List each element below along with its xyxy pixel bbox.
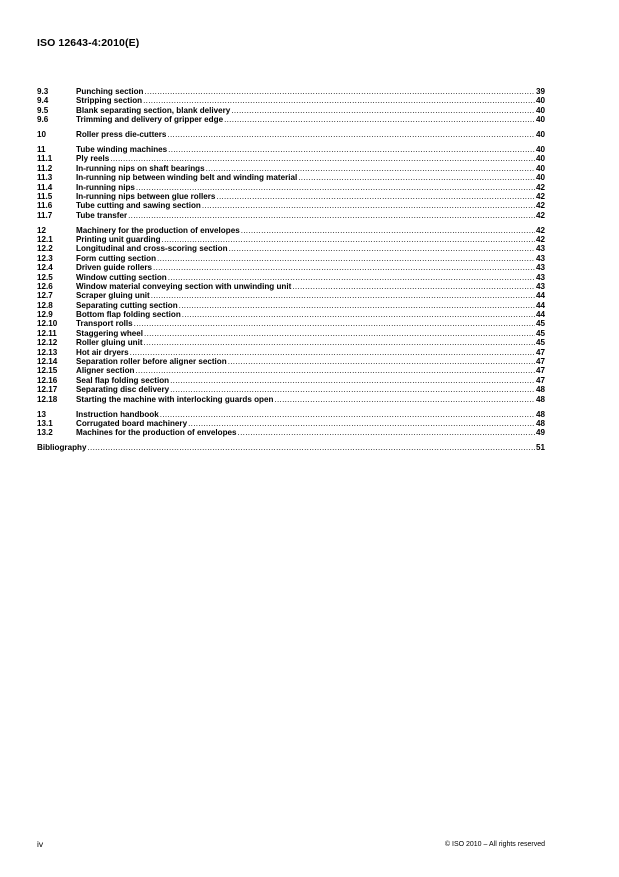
- toc-dot-leader: [168, 145, 535, 154]
- toc-entry-number: 12.16: [37, 375, 58, 385]
- toc-dot-leader: [144, 329, 535, 338]
- table-of-contents: [37, 87, 545, 453]
- toc-dot-leader: [130, 348, 535, 357]
- toc-dot-leader: [168, 273, 535, 282]
- toc-entry[interactable]: [37, 173, 545, 182]
- toc-entry-title: In-running nips on shaft bearings: [76, 163, 205, 173]
- toc-entry[interactable]: [37, 244, 545, 253]
- toc-entry-page: 42: [535, 225, 545, 235]
- toc-dot-leader: [134, 319, 535, 328]
- toc-entry-number: 9.6: [37, 115, 49, 125]
- toc-entry-number: 12.1: [37, 234, 53, 244]
- toc-entry[interactable]: [37, 329, 545, 338]
- toc-entry-title: Starting the machine with interlocking guards open: [76, 394, 274, 404]
- toc-entry[interactable]: [37, 130, 545, 139]
- page-number: iv: [37, 839, 44, 849]
- toc-dot-leader: [231, 106, 535, 115]
- toc-entry-page: 44: [535, 300, 545, 310]
- toc-entry-title: Scraper gluing unit: [76, 291, 150, 301]
- toc-entry[interactable]: [37, 87, 545, 96]
- toc-dot-leader: [87, 443, 535, 452]
- toc-entry[interactable]: [37, 395, 545, 404]
- toc-entry-title: Printing unit guarding: [76, 234, 161, 244]
- toc-entry-number: 12.13: [37, 347, 58, 357]
- toc-dot-leader: [144, 338, 535, 347]
- toc-entry-number: 12.6: [37, 281, 53, 291]
- toc-entry[interactable]: [37, 164, 545, 173]
- toc-entry-page: 40: [535, 96, 545, 106]
- toc-entry[interactable]: [37, 443, 545, 452]
- toc-entry[interactable]: [37, 145, 545, 154]
- toc-entry-number: 11.6: [37, 201, 53, 211]
- toc-entry-page: 40: [535, 173, 545, 183]
- toc-dot-leader: [206, 164, 535, 173]
- toc-entry[interactable]: [37, 115, 545, 124]
- toc-entry-page: 44: [535, 310, 545, 320]
- toc-entry-title: In-running nips: [76, 182, 135, 192]
- toc-entry[interactable]: [37, 201, 545, 210]
- toc-dot-leader: [157, 254, 535, 263]
- toc-entry-title: Aligner section: [76, 366, 135, 376]
- toc-entry-title: Tube transfer: [76, 210, 128, 220]
- toc-entry-page: 44: [535, 291, 545, 301]
- toc-entry-title: Tube cutting and sawing section: [76, 201, 201, 211]
- toc-dot-leader: [229, 244, 535, 253]
- toc-entry[interactable]: [37, 96, 545, 105]
- toc-entry-page: 48: [535, 418, 545, 428]
- toc-entry-page: 43: [535, 253, 545, 263]
- copyright-notice: © ISO 2010 – All rights reserved: [444, 841, 545, 848]
- toc-entry-number: 12.8: [37, 300, 53, 310]
- toc-entry[interactable]: [37, 357, 545, 366]
- toc-entry-page: 48: [535, 394, 545, 404]
- toc-entry[interactable]: [37, 263, 545, 272]
- toc-entry-title: Window material conveying section with unwinding unit: [76, 281, 292, 291]
- toc-entry-number: 12.9: [37, 310, 53, 320]
- toc-entry-page: 51: [535, 443, 545, 453]
- toc-entry-title: Roller gluing unit: [76, 338, 143, 348]
- toc-entry-page: 49: [535, 428, 545, 438]
- toc-entry-number: 11.1: [37, 154, 53, 164]
- toc-entry-title: Window cutting section: [76, 272, 167, 282]
- toc-entry-title: Seal flap folding section: [76, 375, 170, 385]
- toc-entry-title: Roller press die-cutters: [76, 130, 167, 140]
- toc-entry[interactable]: [37, 192, 545, 201]
- toc-entry-number: 12.12: [37, 338, 58, 348]
- toc-entry-page: 42: [535, 234, 545, 244]
- toc-entry[interactable]: [37, 301, 545, 310]
- toc-dot-leader: [216, 192, 535, 201]
- toc-entry-number: 13.1: [37, 418, 53, 428]
- toc-entry-number: 12: [37, 225, 47, 235]
- toc-entry-page: 42: [535, 191, 545, 201]
- toc-entry[interactable]: [37, 211, 545, 220]
- toc-dot-leader: [160, 410, 535, 419]
- toc-entry-title: Separation roller before aligner section: [76, 357, 227, 367]
- toc-entry-page: 47: [535, 347, 545, 357]
- toc-entry-page: 42: [535, 210, 545, 220]
- toc-entry-title: Trimming and delivery of gripper edge: [76, 115, 224, 125]
- toc-entry[interactable]: [37, 366, 545, 375]
- toc-dot-leader: [274, 395, 535, 404]
- toc-dot-leader: [151, 291, 535, 300]
- toc-entry-number: 12.15: [37, 366, 58, 376]
- toc-entry-number: 9.3: [37, 87, 49, 96]
- toc-dot-leader: [188, 419, 535, 428]
- toc-entry[interactable]: [37, 254, 545, 263]
- toc-dot-leader: [238, 428, 535, 437]
- toc-entry-title: Stripping section: [76, 96, 143, 106]
- toc-entry-title: Hot air dryers: [76, 347, 129, 357]
- toc-entry[interactable]: [37, 419, 545, 428]
- toc-entry-number: 11.4: [37, 182, 53, 192]
- toc-entry-number: 12.4: [37, 263, 53, 273]
- toc-entry-page: 40: [535, 105, 545, 115]
- toc-entry-title: Bottom flap folding section: [76, 310, 181, 320]
- toc-entry-title: Separating disc delivery: [76, 385, 170, 395]
- toc-entry-title: Machines for the production of envelopes: [76, 428, 237, 438]
- toc-dot-leader: [162, 235, 535, 244]
- toc-entry[interactable]: [37, 183, 545, 192]
- toc-entry[interactable]: [37, 226, 545, 235]
- toc-dot-leader: [228, 357, 535, 366]
- toc-entry-number: 11.2: [37, 163, 53, 173]
- toc-entry-number: 11.3: [37, 173, 53, 183]
- toc-entry-page: 43: [535, 272, 545, 282]
- toc-entry[interactable]: [37, 273, 545, 282]
- toc-entry-title: Form cutting section: [76, 253, 157, 263]
- toc-entry[interactable]: [37, 319, 545, 328]
- toc-entry-title: In-running nips between glue rollers: [76, 191, 216, 201]
- toc-entry-page: 42: [535, 201, 545, 211]
- toc-entry-page: 45: [535, 328, 545, 338]
- toc-dot-leader: [136, 183, 535, 192]
- toc-entry-title: Machinery for the production of envelopes: [76, 225, 240, 235]
- toc-entry-number: 12.10: [37, 319, 58, 329]
- toc-entry[interactable]: [37, 235, 545, 244]
- toc-entry-page: 47: [535, 366, 545, 376]
- toc-entry-number: 12.5: [37, 272, 53, 282]
- toc-entry-number: 13.2: [37, 428, 53, 438]
- toc-entry-title: Blank separating section, blank delivery: [76, 105, 231, 115]
- toc-entry-number: 12.14: [37, 357, 58, 367]
- toc-entry[interactable]: [37, 428, 545, 437]
- toc-entry-page: 45: [535, 338, 545, 348]
- toc-entry-title: Punching section: [76, 87, 144, 96]
- toc-entry-number: 9.4: [37, 96, 49, 106]
- toc-entry-page: 40: [535, 144, 545, 154]
- toc-dot-leader: [202, 201, 535, 210]
- toc-entry-page: 43: [535, 244, 545, 254]
- toc-entry[interactable]: [37, 154, 545, 163]
- toc-dot-leader: [298, 173, 535, 182]
- toc-entry-number: 12.18: [37, 394, 58, 404]
- toc-entry-number: 12.7: [37, 291, 53, 301]
- toc-entry-number: 9.5: [37, 105, 49, 115]
- toc-entry-title: Instruction handbook: [76, 409, 159, 419]
- toc-entry-number: 13: [37, 409, 47, 419]
- toc-entry[interactable]: [37, 410, 545, 419]
- toc-entry-page: 45: [535, 319, 545, 329]
- toc-dot-leader: [179, 301, 535, 310]
- toc-entry[interactable]: [37, 338, 545, 347]
- toc-entry-page: 40: [535, 130, 545, 140]
- toc-dot-leader: [170, 376, 535, 385]
- toc-entry[interactable]: [37, 310, 545, 319]
- toc-entry-page: 48: [535, 409, 545, 419]
- toc-entry-number: 12.2: [37, 244, 53, 254]
- toc-entry-page: 43: [535, 281, 545, 291]
- toc-entry-title: Longitudinal and cross-scoring section: [76, 244, 228, 254]
- toc-entry-number: 12.17: [37, 385, 58, 395]
- toc-entry-number: 12.11: [37, 328, 57, 338]
- toc-entry[interactable]: [37, 348, 545, 357]
- toc-entry-page: 40: [535, 115, 545, 125]
- toc-entry-title: Transport rolls: [76, 319, 133, 329]
- toc-entry-page: 47: [535, 375, 545, 385]
- toc-entry[interactable]: [37, 385, 545, 394]
- document-header: ISO 12643-4:2010(E): [37, 37, 140, 49]
- toc-entry[interactable]: [37, 106, 545, 115]
- toc-entry-number: 10: [37, 130, 47, 140]
- toc-dot-leader: [143, 96, 535, 105]
- toc-entry-title: Ply reels: [76, 154, 110, 164]
- toc-dot-leader: [167, 130, 535, 139]
- toc-entry-number: 11: [37, 144, 46, 154]
- toc-entry-title: Separating cutting section: [76, 300, 178, 310]
- toc-entry-title: In-running nip between winding belt and winding material: [76, 173, 298, 183]
- toc-entry-page: 43: [535, 263, 545, 273]
- toc-entry-page: 47: [535, 357, 545, 367]
- toc-entry-title: Tube winding machines: [76, 144, 168, 154]
- toc-entry-number: 11.7: [37, 210, 53, 220]
- toc-entry-page: 42: [535, 182, 545, 192]
- toc-dot-leader: [135, 366, 535, 375]
- toc-entry[interactable]: [37, 376, 545, 385]
- toc-entry-page: 40: [535, 163, 545, 173]
- toc-entry-page: 40: [535, 154, 545, 164]
- toc-dot-leader: [292, 282, 535, 291]
- toc-dot-leader: [182, 310, 535, 319]
- toc-dot-leader: [224, 115, 535, 124]
- toc-entry[interactable]: [37, 282, 545, 291]
- toc-entry-page: 48: [535, 385, 545, 395]
- toc-dot-leader: [153, 263, 535, 272]
- toc-entry-number: 11.5: [37, 191, 53, 201]
- toc-entry-title: Bibliography: [37, 443, 87, 453]
- toc-entry-title: Corrugated board machinery: [76, 418, 188, 428]
- toc-dot-leader: [241, 226, 535, 235]
- toc-dot-leader: [128, 211, 535, 220]
- toc-dot-leader: [110, 154, 535, 163]
- toc-dot-leader: [170, 385, 535, 394]
- toc-entry-page: 39: [535, 87, 545, 96]
- toc-entry-title: Driven guide rollers: [76, 263, 153, 273]
- toc-entry-number: 12.3: [37, 253, 53, 263]
- toc-entry-title: Staggering wheel: [76, 328, 144, 338]
- toc-entry[interactable]: [37, 291, 545, 300]
- toc-dot-leader: [144, 87, 535, 96]
